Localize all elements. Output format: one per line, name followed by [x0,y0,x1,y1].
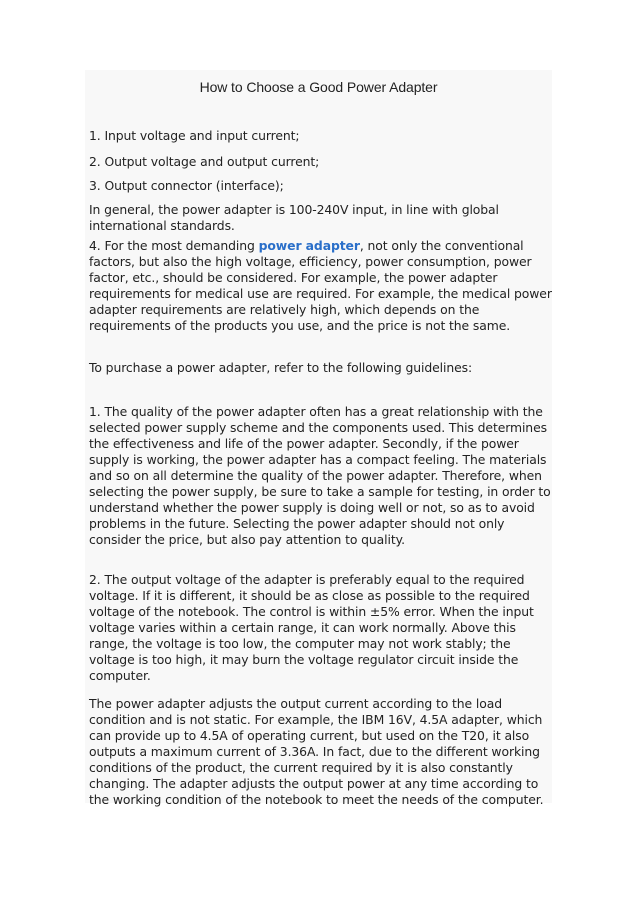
paragraph-general: In general, the power adapter is 100-240V input, in line with global international standards. [89,202,499,233]
guideline-voltage: 2. The output voltage of the adapter is preferably equal to the required voltage. If it is different, it should be as close as possible to the required voltage of the notebook. The control is within ±5% error. When the input voltage varies within a certain range, it can work normally. Above this range, the voltage is too low, the computer may not work stably; the voltage is too high, it may burn the voltage regulator circuit inside the computer. [89,572,534,683]
item4-text-rest: , not only the conventional factors, but also the high voltage, efficiency, power consumption, power factor, etc., should be considered. For example, the power adapter requirements for medical use are required. For example, the medical power adapter requirements are relatively high, which depends on the requirements of the products you use, and the price is not the same. [89,238,552,333]
guideline-quality: 1. The quality of the power adapter often has a great relationship with the selected power supply scheme and the components used. This determines the effectiveness and life of the power adapter. Secondly, if the power supply is working, the power adapter has a compact feeling. The materials and so on all determine the quality of the power adapter. Therefore, when selecting the power supply, be sure to take a sample for testing, in order to understand whether the power supply is doing well or not, so as to avoid problems in the future. Selecting the power adapter should not only consider the price, but also pay attention to quality. [89,404,551,547]
list-item-input: 1. Input voltage and input current; [89,128,300,143]
document-body [85,70,552,807]
document-title: How to Choose a Good Power Adapter [199,79,438,95]
paragraph-item-4 [89,238,552,334]
power-adapter-link[interactable]: power adapter [258,238,360,253]
paragraph-output-current: The power adapter adjusts the output current according to the load condition and is not static. For example, the IBM 16V, 4.5A adapter, which can provide up to 4.5A of operating current, but used on the T20, it also outputs a maximum current of 3.36A. In fact, due to the different working conditions of the product, the current required by it is also constantly changing. The adapter adjusts the output power at any time according to the working condition of the notebook to meet the needs of the computer. [89,696,544,807]
item4-text-start: 4. For the most demanding [89,238,259,253]
list-item-output: 2. Output voltage and output current; [89,154,320,169]
list-item-connector: 3. Output connector (interface); [89,178,284,193]
guidelines-intro: To purchase a power adapter, refer to the following guidelines: [89,360,473,375]
